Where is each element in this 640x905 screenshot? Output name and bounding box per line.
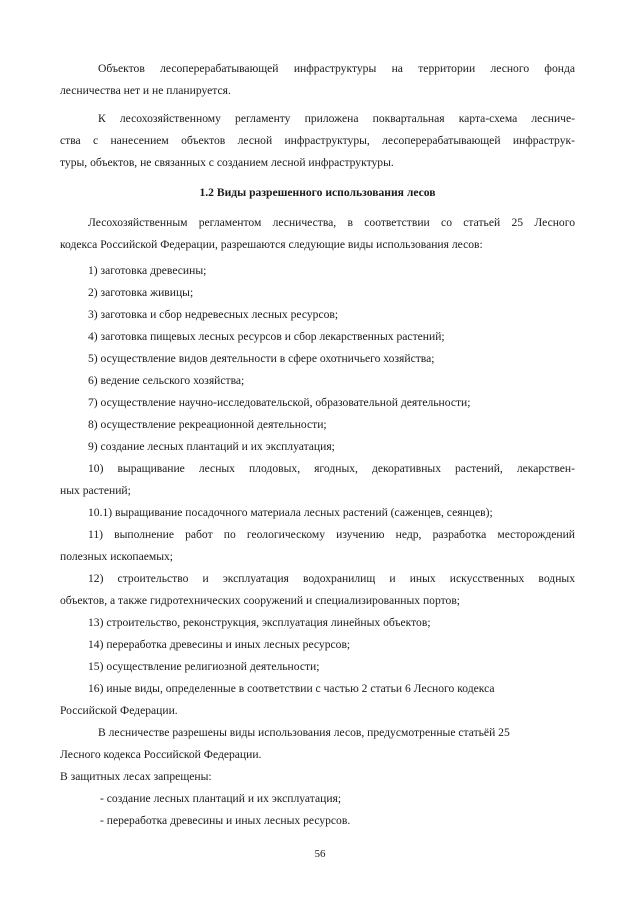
list-item: 6) ведение сельского хозяйства; (88, 374, 245, 387)
text-line: 12) строительство и эксплуатация водохранилищ и иных искусственных водных (88, 572, 575, 585)
list-item: 7) осуществление научно-исследовательской, образовательной деятельности; (88, 396, 471, 409)
list-item: 9) создание лесных плантаций и их эксплуатация; (88, 440, 335, 453)
paragraph-infrastructure (60, 58, 575, 102)
list-item (60, 524, 575, 568)
list-item: 4) заготовка пищевых лесных ресурсов и сбор лекарственных растений; (88, 330, 445, 343)
list-item (60, 678, 575, 722)
list-item: - переработка древесины и иных лесных ресурсов. (100, 814, 351, 827)
text-line: Лесохозяйственным регламентом лесничества, в соответствии со статьей 25 Лесного (88, 216, 575, 229)
list-item: 15) осуществление религиозной деятельности; (88, 660, 320, 673)
text-line: 11) выполнение работ по геологическому изучению недр, разработка месторождений (88, 528, 575, 541)
text-line: ства с нанесением объектов лесной инфраструктуры, лесоперерабатывающей инфраструк- (60, 134, 575, 147)
list-item: 10.1) выращивание посадочного материала лесных растений (саженцев, сеянцев); (88, 506, 493, 519)
text-line: 10) выращивание лесных плодовых, ягодных, декоративных растений, лекарствен- (88, 462, 575, 475)
document-page (60, 58, 575, 832)
prohibited-list (60, 788, 575, 832)
text-line: туры, объектов, не связанных с созданием лесной инфраструктуры. (60, 156, 394, 169)
text-line: кодекса Российской Федерации, разрешаются следующие виды использования лесов: (60, 238, 483, 251)
paragraph-intro (60, 212, 575, 256)
text-line: К лесохозяйственному регламенту приложена поквартальная карта-схема лесниче- (98, 112, 575, 125)
text-line: объектов, а также гидротехнических сооружений и специализированных портов; (60, 594, 461, 607)
list-item: 1) заготовка древесины; (88, 264, 207, 277)
section-heading: 1.2 Виды разрешенного использования лесов (199, 186, 436, 199)
page-number: 56 (314, 848, 326, 860)
paragraph-map-scheme (60, 108, 575, 174)
text-line: лесничества нет и не планируется. (60, 84, 231, 97)
text-line: Объектов лесоперерабатывающей инфраструктуры на территории лесного фонда (98, 62, 575, 75)
text-line: 16) иные виды, определенные в соответствии с частью 2 статьи 6 Лесного кодекса (88, 682, 495, 695)
text-line: Лесного кодекса Российской Федерации. (60, 748, 262, 761)
list-item: 2) заготовка живицы; (88, 286, 194, 299)
text-line: В лесничестве разрешены виды использования лесов, предусмотренные статьёй 25 (98, 726, 510, 739)
list-item: 8) осуществление рекреационной деятельности; (88, 418, 327, 431)
list-item: 13) строительство, реконструкция, эксплуатация линейных объектов; (88, 616, 431, 629)
list-item: 14) переработка древесины и иных лесных ресурсов; (88, 638, 351, 651)
usage-types-list (60, 260, 575, 722)
list-item (60, 458, 575, 502)
list-item: - создание лесных плантаций и их эксплуатация; (100, 792, 342, 805)
protective-forests-heading: В защитных лесах запрещены: (60, 770, 212, 783)
text-line: Российской Федерации. (60, 704, 178, 717)
paragraph-permitted (60, 722, 575, 766)
text-line: ных растений; (60, 484, 131, 497)
list-item (60, 568, 575, 612)
text-line: полезных ископаемых; (60, 550, 174, 563)
list-item: 3) заготовка и сбор недревесных лесных ресурсов; (88, 308, 339, 321)
list-item: 5) осуществление видов деятельности в сфере охотничьего хозяйства; (88, 352, 435, 365)
